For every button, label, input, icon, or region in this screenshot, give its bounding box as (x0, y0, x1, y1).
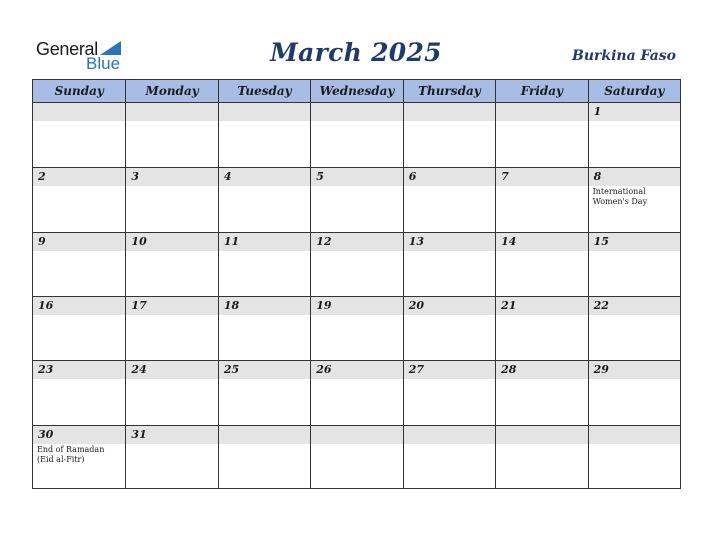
day-cell (310, 296, 402, 360)
day-cell (403, 425, 495, 489)
day-cell (310, 103, 402, 167)
day-number: 23 (38, 363, 54, 377)
day-number: 30 (38, 427, 54, 441)
day-cell (310, 425, 402, 489)
day-band (589, 103, 680, 121)
day-cell (495, 425, 587, 489)
weekday-wednesday: Wednesday (310, 80, 402, 102)
day-number: 16 (38, 299, 54, 312)
day-cell (33, 296, 125, 360)
day-cell (495, 167, 587, 231)
day-band (219, 103, 310, 121)
weekday-header (33, 80, 680, 103)
holiday-label: End of Ramadan (Eid al-Fitr) (37, 444, 105, 464)
day-number: 5 (316, 170, 324, 184)
day-cell (33, 103, 125, 167)
day-number: 12 (316, 234, 332, 248)
day-band (311, 426, 402, 444)
day-cell (125, 232, 217, 296)
weekday-friday: Friday (495, 80, 587, 102)
day-number: 10 (131, 234, 147, 248)
day-band (126, 103, 217, 121)
day-band (496, 426, 587, 444)
day-cell (218, 232, 310, 296)
logo-text-blue: Blue (86, 54, 121, 73)
day-number: 3 (131, 170, 140, 184)
day-cell (310, 167, 402, 231)
day-number: 2 (38, 170, 46, 184)
day-cell (218, 360, 310, 424)
day-band (404, 426, 495, 444)
day-number: 11 (223, 234, 240, 248)
day-cell (588, 296, 680, 360)
day-cell (588, 167, 680, 231)
day-cell (403, 360, 495, 424)
day-number: 15 (593, 234, 609, 248)
day-cell (495, 296, 587, 360)
day-band (126, 168, 217, 186)
day-cell (310, 360, 402, 424)
day-band (33, 168, 125, 186)
day-number: 24 (131, 363, 147, 377)
day-number: 14 (501, 234, 517, 248)
day-cell (588, 425, 680, 489)
day-band (311, 103, 402, 121)
day-cell (403, 103, 495, 167)
day-cell (33, 425, 125, 489)
day-cell (33, 167, 125, 231)
day-band (496, 103, 587, 121)
day-cell (125, 425, 217, 489)
day-number: 31 (131, 427, 147, 441)
day-number: 13 (408, 234, 425, 248)
day-cell (218, 425, 310, 489)
country-label: Burkina Faso (572, 48, 676, 64)
day-band (589, 168, 680, 186)
day-cell (495, 103, 587, 167)
day-cell (588, 360, 680, 424)
day-number: 8 (593, 170, 602, 184)
day-cell (125, 167, 217, 231)
day-number: 28 (501, 363, 517, 377)
weekday-monday: Monday (125, 80, 217, 102)
day-number: 29 (593, 363, 609, 377)
day-band (33, 103, 125, 121)
day-cell (218, 296, 310, 360)
day-cell (125, 296, 217, 360)
day-cell (495, 232, 587, 296)
day-cell (218, 167, 310, 231)
weekday-thursday: Thursday (403, 80, 495, 102)
day-cell (403, 167, 495, 231)
day-cell (403, 296, 495, 360)
day-number: 21 (501, 299, 517, 312)
calendar-grid (33, 103, 680, 489)
day-cell (218, 103, 310, 167)
calendar (32, 79, 681, 489)
day-number: 25 (223, 363, 240, 377)
day-band (496, 168, 587, 186)
day-cell (588, 103, 680, 167)
day-number: 26 (316, 363, 332, 377)
day-band (311, 168, 402, 186)
day-cell (588, 232, 680, 296)
day-band (589, 426, 680, 444)
day-number: 6 (408, 170, 417, 184)
day-number: 18 (223, 299, 240, 312)
day-cell (495, 360, 587, 424)
day-cell (403, 232, 495, 296)
day-cell (125, 360, 217, 424)
day-cell (125, 103, 217, 167)
day-number: 7 (501, 170, 509, 184)
day-cell (310, 232, 402, 296)
holiday-label: International Women's Day (592, 187, 648, 207)
day-cell (33, 360, 125, 424)
day-number: 1 (593, 105, 602, 118)
page-title: March 2025 (270, 38, 442, 67)
day-cell (33, 232, 125, 296)
day-number: 4 (223, 170, 232, 184)
weekday-sunday: Sunday (54, 84, 104, 98)
day-number: 19 (316, 299, 332, 312)
day-number: 22 (593, 299, 609, 312)
day-number: 20 (408, 299, 425, 312)
day-band (219, 168, 310, 186)
weekday-tuesday: Tuesday (218, 80, 310, 102)
day-band (219, 426, 310, 444)
day-band (33, 233, 125, 251)
day-band (404, 103, 495, 121)
day-number: 27 (408, 363, 425, 377)
weekday-saturday: Saturday (588, 80, 680, 102)
logo-text-general: General (36, 39, 98, 59)
day-number: 17 (131, 299, 147, 312)
day-band (404, 168, 495, 186)
day-number: 9 (38, 234, 46, 248)
